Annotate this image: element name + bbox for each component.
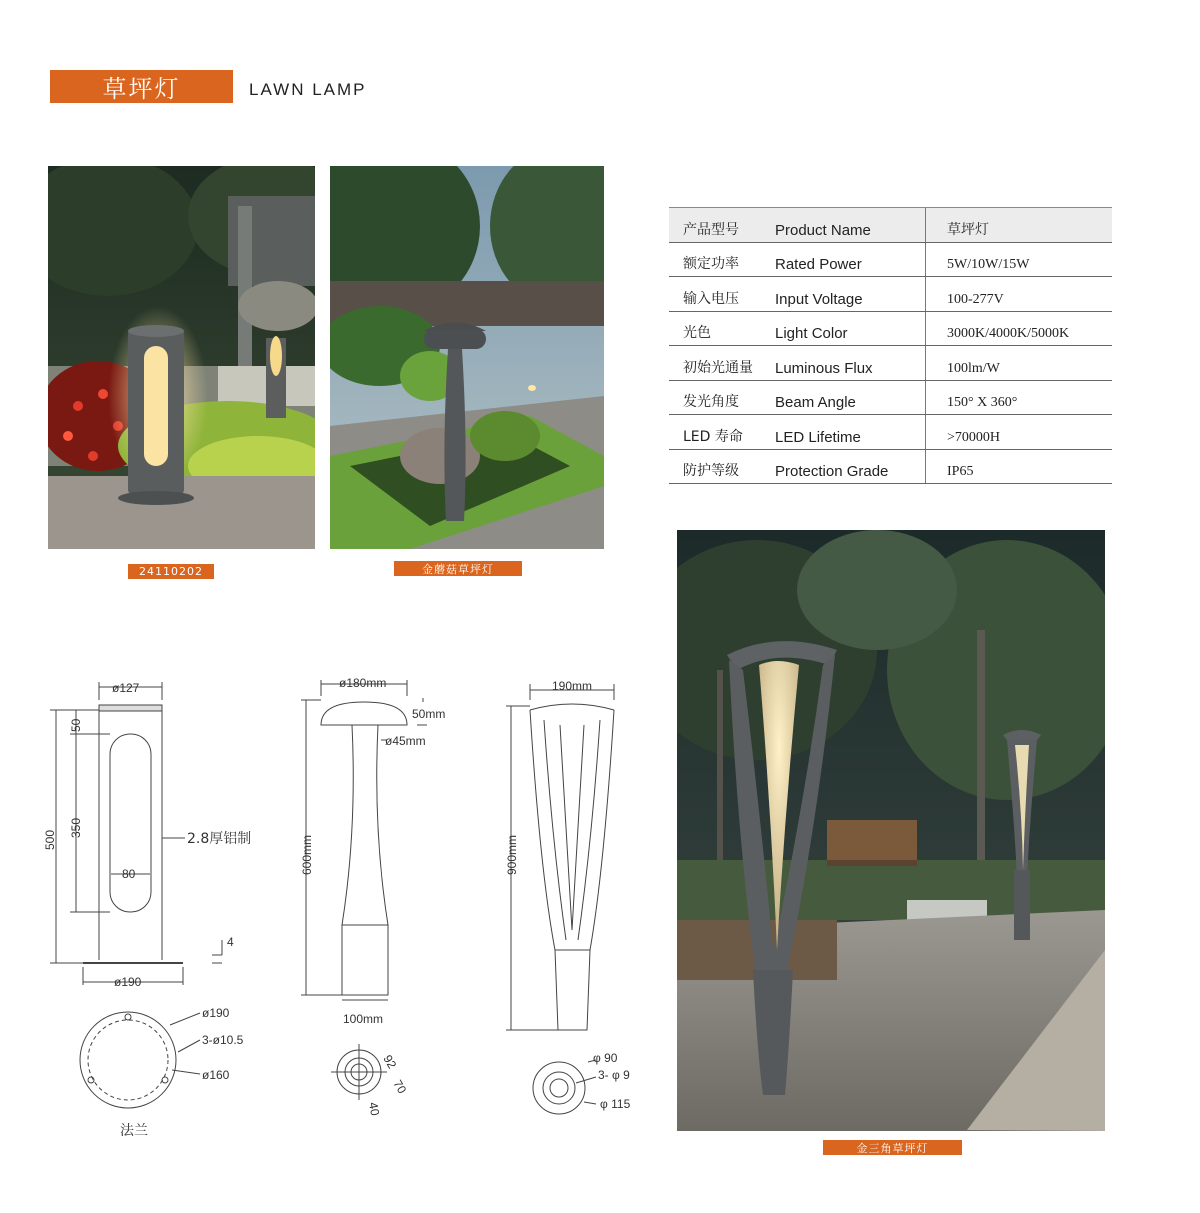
- dim-width: 190mm: [552, 679, 593, 693]
- spec-label-en: Beam Angle: [775, 380, 926, 415]
- spec-value: 100-277V: [926, 277, 1113, 312]
- spec-row: [669, 449, 1112, 484]
- spec-value: IP65: [926, 449, 1113, 484]
- dim-base-diameter: 100mm: [343, 1012, 384, 1026]
- section-title-badge: [50, 70, 233, 103]
- dim-flange-d1: 92: [380, 1052, 400, 1072]
- spec-label-cn: 防护等级: [669, 449, 775, 484]
- spec-label-cn: 额定功率: [669, 242, 775, 277]
- dim-flange-d2: 70: [390, 1077, 410, 1097]
- technical-drawing-2: [295, 670, 465, 1130]
- technical-drawing-3: [500, 670, 650, 1130]
- product-photo-3: [677, 530, 1105, 1131]
- spec-value: 3000K/4000K/5000K: [926, 311, 1113, 346]
- spec-value: 5W/10W/15W: [926, 242, 1113, 277]
- spec-value: >70000H: [926, 415, 1113, 450]
- spec-row: [669, 415, 1112, 450]
- dim-flange-holes: 3- φ 9: [598, 1068, 630, 1082]
- spec-row: [669, 242, 1112, 277]
- dim-neck-diameter: ø45mm: [385, 734, 426, 748]
- spec-label-en: Protection Grade: [775, 449, 926, 484]
- spec-label-en: LED Lifetime: [775, 415, 926, 450]
- spec-label-en: Luminous Flux: [775, 346, 926, 381]
- spec-label-en: Product Name: [775, 208, 926, 243]
- dim-base-diameter: ø190: [114, 975, 142, 989]
- spec-label-cn: 产品型号: [669, 208, 775, 243]
- dim-slot-height: 350: [69, 817, 83, 838]
- product-caption-1: 24110202: [128, 564, 214, 579]
- section-title-cn: 草坪灯: [102, 75, 181, 103]
- spec-table: [669, 207, 1112, 484]
- dim-slot-width: 80: [122, 867, 136, 881]
- product-photo-1: [48, 166, 315, 549]
- technical-drawing-1: [40, 670, 280, 1150]
- spec-row: [669, 346, 1112, 381]
- dim-flange-d3: 40: [366, 1101, 383, 1117]
- spec-label-cn: LED 寿命: [669, 415, 775, 450]
- spec-label-cn: 发光角度: [669, 380, 775, 415]
- dim-base-thickness: 4: [227, 935, 234, 949]
- section-title-en: LAWN LAMP: [249, 80, 367, 99]
- spec-label-en: Light Color: [775, 311, 926, 346]
- dim-height: 600mm: [300, 834, 314, 875]
- spec-row: [669, 380, 1112, 415]
- dim-cap-height: 50mm: [412, 707, 446, 721]
- spec-value: 100lm/W: [926, 346, 1113, 381]
- spec-label-cn: 初始光通量: [669, 346, 775, 381]
- spec-row: [669, 311, 1112, 346]
- spec-label-en: Input Voltage: [775, 277, 926, 312]
- product-caption-2: 金蘑菇草坪灯: [394, 561, 522, 576]
- spec-label-en: Rated Power: [775, 242, 926, 277]
- product-photo-2: [330, 166, 604, 549]
- dim-flange-holes: 3-ø10.5: [202, 1033, 244, 1047]
- dim-flange-d2: φ 115: [600, 1097, 631, 1111]
- dim-flange-d1: φ 90: [593, 1051, 618, 1065]
- spec-label-cn: 输入电压: [669, 277, 775, 312]
- spec-value: 150° X 360°: [926, 380, 1113, 415]
- dim-material: 2.8厚铝制: [187, 831, 252, 847]
- product-caption-3: 金三角草坪灯: [823, 1140, 962, 1155]
- flange-label: 法兰: [120, 1123, 148, 1139]
- spec-label-cn: 光色: [669, 311, 775, 346]
- dim-total-height: 500: [43, 829, 57, 850]
- dim-flange-outer: ø190: [202, 1006, 230, 1020]
- spec-row: [669, 277, 1112, 312]
- spec-value: 草坪灯: [926, 208, 1113, 243]
- dim-flange-pcd: ø160: [202, 1068, 230, 1082]
- dim-top-height: 50: [69, 718, 83, 732]
- spec-row: [669, 208, 1112, 243]
- dim-top-diameter: ø127: [112, 681, 140, 695]
- dim-cap-diameter: ø180mm: [339, 676, 387, 690]
- dim-height: 900mm: [505, 834, 519, 875]
